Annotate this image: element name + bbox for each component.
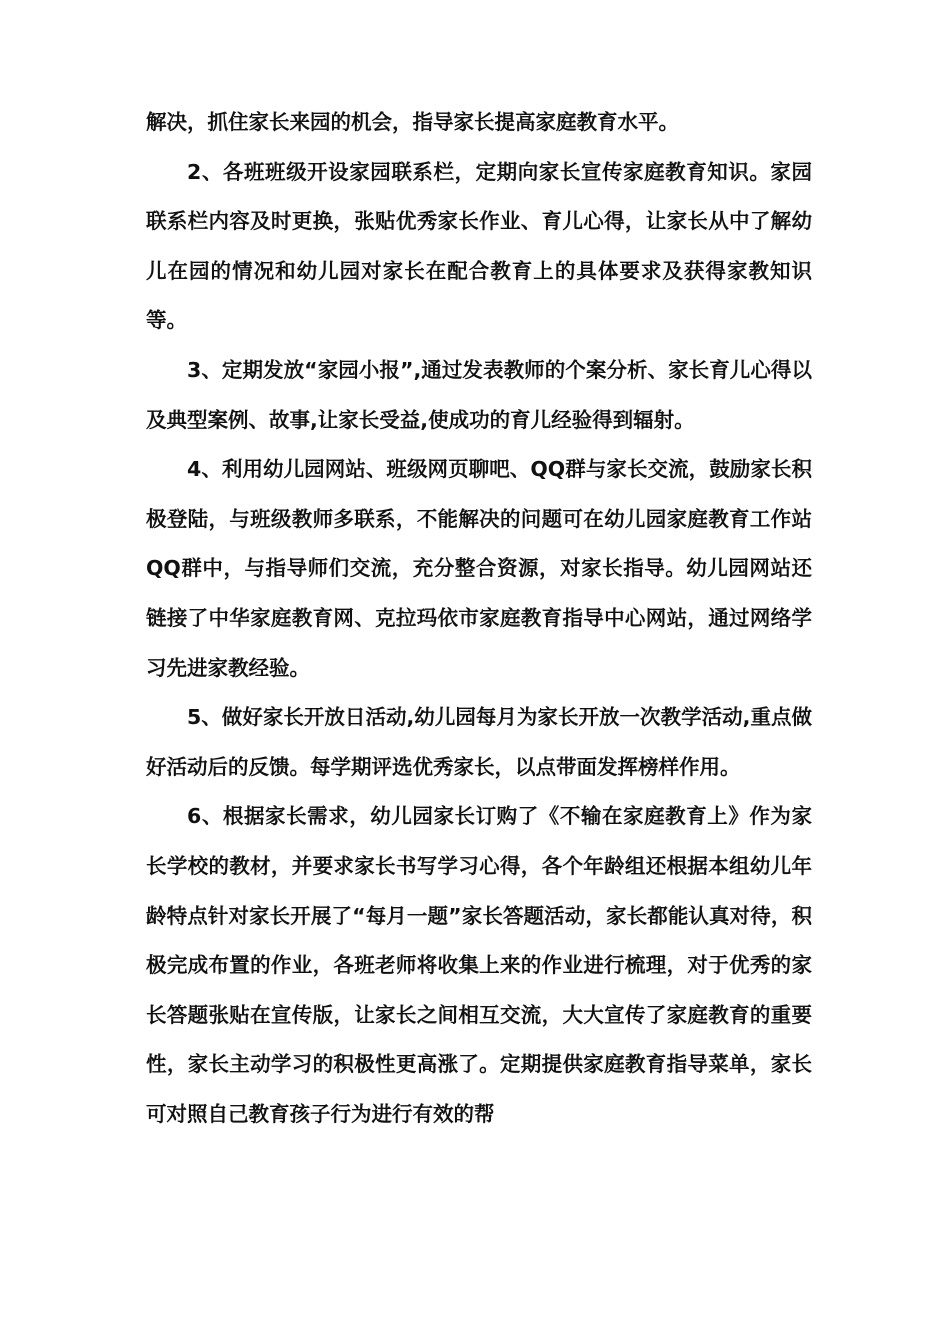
paragraph-item-5: 5、做好家长开放日活动,幼儿园每月为家长开放一次教学活动,重点做好活动后的反馈。每学期评选优秀家长，以点带面发挥榜样作用。 xyxy=(146,705,812,779)
document-body xyxy=(146,98,812,1139)
paragraph-item-2: 2、各班班级开设家园联系栏，定期向家长宣传家庭教育知识。家园联系栏内容及时更换，张贴优秀家长作业、育儿心得，让家长从中了解幼儿在园的情况和幼儿园对家长在配合教育上的具体要求及获得家教知识等。 xyxy=(146,159,812,333)
paragraph-continuation: 解决，抓住家长来园的机会，指导家长提高家庭教育水平。 xyxy=(146,110,679,134)
paragraph-item-3: 3、定期发放“家园小报”,通过发表教师的个案分析、家长育儿心得以及典型案例、故事,让家长受益,使成功的育儿经验得到辐射。 xyxy=(146,357,812,432)
paragraph-item-6: 6、根据家长需求，幼儿园家长订购了《不输在家庭教育上》作为家长学校的教材，并要求家长书写学习心得，各个年龄组还根据本组幼儿年龄特点针对家长开展了“每月一题”家长答题活动，家长都能认真对待，积极完成布置的作业，各班老师将收集上来的作业进行梳理，对于优秀的家长答题张贴在宣传版，让家长之间相互交流，大大宣传了家庭教育的重要性，家长主动学习的积极性更高涨了。定期提供家庭教育指导菜单，家长可对照自己教育孩子行为进行有效的帮 xyxy=(146,804,812,1126)
paragraph-item-4: 4、利用幼儿园网站、班级网页聊吧、QQ群与家长交流，鼓励家长积极登陆，与班级教师多联系，不能解决的问题可在幼儿园家庭教育工作站QQ群中，与指导师们交流，充分整合资源，对家长指导。幼儿园网站还链接了中华家庭教育网、克拉玛依市家庭教育指导中心网站，通过网络学习先进家教经验。 xyxy=(146,457,812,680)
